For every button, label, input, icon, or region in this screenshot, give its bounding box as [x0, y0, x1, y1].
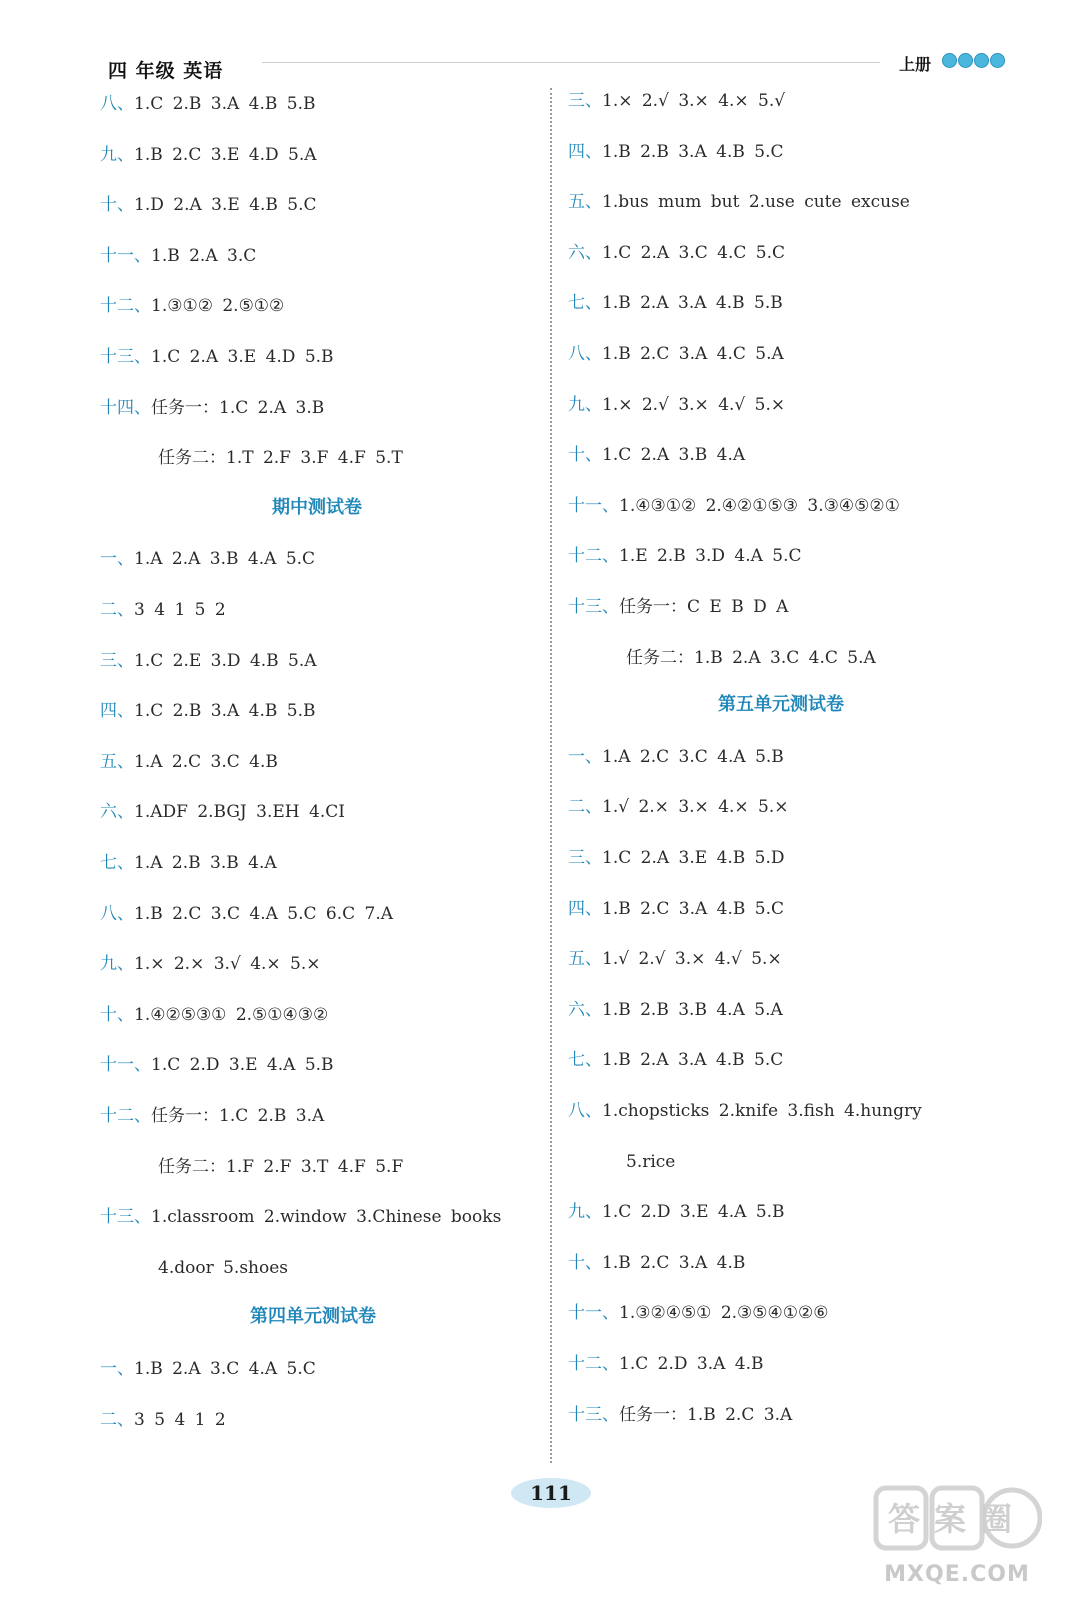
- answer-row: [100, 547, 315, 571]
- question-number: 十二、: [568, 1354, 619, 1374]
- answer-text: 1.B 2.C 3.A 4.C 5.A: [602, 344, 784, 364]
- answer-text: 1.④②⑤③① 2.⑤①④③②: [134, 1004, 329, 1025]
- question-number: 十二、: [100, 296, 151, 317]
- question-number: 八、: [100, 94, 134, 114]
- answer-text: 1.B 2.C 3.A 4.B: [602, 1252, 746, 1273]
- question-number: 九、: [100, 954, 134, 975]
- answer-row: [100, 396, 324, 420]
- answer-row: [100, 851, 277, 875]
- column-divider: [550, 88, 552, 1463]
- answer-text: 1.B 2.B 3.A 4.B 5.C: [602, 141, 784, 162]
- question-number: 十一、: [568, 1303, 619, 1324]
- section-title: 期中测试卷: [272, 496, 362, 518]
- answer-row: [568, 544, 802, 568]
- question-number: 六、: [100, 802, 134, 823]
- answer-text: 任务一：1.B 2.C 3.A: [619, 1404, 793, 1425]
- answer-text: 1.× 2.× 3.√ 4.× 5.×: [134, 954, 321, 975]
- question-number: 十、: [568, 445, 602, 466]
- header-rule: [262, 62, 880, 63]
- question-number: 十一、: [100, 245, 151, 266]
- answer-text: 1.B 2.C 3.C 4.A 5.C 6.C 7.A: [134, 903, 394, 924]
- answer-text: 1.A 2.C 3.C 4.A 5.B: [602, 746, 784, 767]
- answer-row: [568, 947, 782, 971]
- answer-text: 1.B 2.B 3.B 4.A 5.A: [602, 999, 783, 1020]
- answer-text: 1.C 2.E 3.D 4.B 5.A: [134, 650, 317, 671]
- question-number: 九、: [568, 1202, 602, 1223]
- question-number: 五、: [100, 751, 134, 772]
- answer-text: 1.chopsticks 2.knife 3.fish 4.hungry: [602, 1101, 922, 1121]
- answer-row: [100, 952, 321, 976]
- answer-text: 1.B 2.A 3.C 4.A 5.C: [134, 1359, 316, 1379]
- answer-row: [158, 1256, 288, 1280]
- answer-text: 1.③①② 2.⑤①②: [151, 296, 285, 317]
- answer-row: [568, 89, 785, 113]
- answer-row: [568, 595, 788, 619]
- question-number: 一、: [100, 1359, 134, 1379]
- question-number: 十三、: [568, 1404, 619, 1425]
- question-number: 十一、: [100, 1055, 151, 1076]
- answer-text: 1.A 2.C 3.C 4.B: [134, 751, 278, 772]
- answer-text: 任务二：1.B 2.A 3.C 4.C 5.A: [626, 647, 876, 668]
- answer-text: 1.③②④⑤① 2.③⑤④①②⑥: [619, 1303, 829, 1324]
- question-number: 四、: [568, 898, 602, 919]
- answer-text: 1.bus mum but 2.use cute excuse: [602, 192, 910, 213]
- question-number: 三、: [568, 848, 602, 868]
- answer-row: [568, 846, 785, 870]
- answer-text: 1.ADF 2.BGJ 3.EH 4.CI: [134, 802, 345, 823]
- answer-text: 任务一：C E B D A: [619, 597, 789, 617]
- answer-text: 1.C 2.A 3.C 4.C 5.C: [602, 242, 786, 263]
- watermark-logo-icon: [872, 1480, 1042, 1560]
- question-number: 十、: [100, 195, 134, 216]
- question-number: 五、: [568, 949, 602, 970]
- answer-row: [568, 1099, 922, 1123]
- answer-text: 1.C 2.D 3.E 4.A 5.B: [151, 1055, 334, 1076]
- answer-text: 1.C 2.B 3.A 4.B 5.B: [134, 94, 316, 114]
- question-number: 九、: [100, 144, 134, 165]
- question-number: 八、: [100, 903, 134, 924]
- answer-text: 1.E 2.B 3.D 4.A 5.C: [619, 546, 802, 567]
- question-number: 二、: [100, 1409, 134, 1430]
- answer-text: 任务一：1.C 2.A 3.B: [151, 397, 325, 418]
- question-number: 四、: [100, 701, 134, 722]
- answer-text: 任务二：1.F 2.F 3.T 4.F 5.F: [158, 1156, 404, 1177]
- question-number: 十二、: [100, 1106, 151, 1126]
- question-number: 十、: [100, 1004, 134, 1025]
- answer-row: [100, 1003, 328, 1027]
- answer-text: 3 4 1 5 2: [134, 600, 226, 620]
- question-number: 十三、: [100, 347, 151, 367]
- answer-row: [100, 143, 317, 167]
- answer-row: [568, 1403, 792, 1427]
- answer-text: 1.A 2.B 3.B 4.A: [134, 853, 277, 873]
- answer-row: [158, 1155, 403, 1179]
- question-number: 十二、: [568, 546, 619, 567]
- answer-text: 1.B 2.C 3.E 4.D 5.A: [134, 144, 317, 165]
- question-number: 十、: [568, 1252, 602, 1273]
- question-number: 六、: [568, 242, 602, 263]
- answer-text: 3 5 4 1 2: [134, 1409, 226, 1430]
- answer-row: [568, 1301, 829, 1325]
- answer-text: 1.C 2.A 3.E 4.D 5.B: [151, 347, 334, 367]
- answer-text: 1.C 2.A 3.E 4.B 5.D: [602, 848, 785, 868]
- question-number: 十三、: [100, 1207, 151, 1228]
- answer-row: [568, 494, 900, 518]
- answer-text: 4.door 5.shoes: [158, 1257, 289, 1278]
- question-number: 九、: [568, 394, 602, 415]
- answer-row: [100, 1205, 501, 1229]
- answer-text: 1.④③①② 2.④②①⑤③ 3.③④⑤②①: [619, 495, 900, 516]
- answer-text: 1.B 2.A 3.C: [151, 245, 257, 266]
- answer-row: [100, 649, 317, 673]
- watermark-text: MXQE.COM: [884, 1562, 1030, 1587]
- answer-row: [100, 345, 334, 369]
- answer-row: [568, 1352, 764, 1376]
- answer-row: [158, 446, 403, 470]
- answer-row: [100, 1408, 226, 1432]
- answer-row: [568, 795, 789, 819]
- answer-row: [100, 1357, 316, 1381]
- answer-row: [568, 897, 784, 921]
- answer-row: [568, 1251, 745, 1275]
- answer-row: [100, 1053, 334, 1077]
- question-number: 一、: [568, 746, 602, 767]
- question-number: 十一、: [568, 495, 619, 516]
- answer-text: 1.B 2.A 3.A 4.B 5.B: [602, 293, 783, 314]
- answer-text: 1.C 2.D 3.E 4.A 5.B: [602, 1202, 785, 1223]
- answer-row: [100, 750, 278, 774]
- question-number: 二、: [568, 797, 602, 818]
- watermark: [872, 1480, 1042, 1590]
- answer-row: [100, 800, 345, 824]
- answer-text: 5.rice: [626, 1151, 676, 1172]
- answer-text: 1.B 2.A 3.A 4.B 5.C: [602, 1050, 784, 1071]
- volume-label: 上册: [899, 55, 932, 74]
- answer-row: [100, 244, 256, 268]
- answer-row: [568, 998, 783, 1022]
- question-number: 四、: [568, 141, 602, 162]
- section-title: 第五单元测试卷: [718, 694, 844, 716]
- answer-row: [100, 598, 226, 622]
- question-number: 七、: [568, 293, 602, 314]
- section-title: 第四单元测试卷: [250, 1306, 376, 1328]
- question-number: 三、: [100, 650, 134, 671]
- answer-text: 1.√ 2.√ 3.× 4.√ 5.×: [602, 949, 782, 970]
- answer-row: [568, 190, 910, 214]
- answer-row: [100, 294, 284, 318]
- question-number: 八、: [568, 344, 602, 364]
- answer-text: 1.C 2.D 3.A 4.B: [619, 1354, 764, 1374]
- brand-logo-icon: [942, 53, 1005, 68]
- answer-row: [568, 745, 784, 769]
- grade-subject: 四 年级 英语: [108, 60, 224, 82]
- question-number: 二、: [100, 600, 134, 620]
- answer-row: [568, 342, 784, 366]
- answer-text: 任务二：1.T 2.F 3.F 4.F 5.T: [158, 448, 403, 469]
- answer-text: 1.√ 2.× 3.× 4.× 5.×: [602, 797, 789, 818]
- answer-text: 1.D 2.A 3.E 4.B 5.C: [134, 195, 317, 216]
- question-number: 十四、: [100, 397, 151, 418]
- answer-row: [626, 1150, 675, 1174]
- answer-row: [100, 92, 315, 116]
- answer-text: 1.B 2.C 3.A 4.B 5.C: [602, 898, 784, 919]
- answer-row: [100, 1104, 324, 1128]
- answer-row: [568, 241, 785, 265]
- question-number: 八、: [568, 1101, 602, 1121]
- question-number: 七、: [568, 1050, 602, 1071]
- question-number: 六、: [568, 999, 602, 1020]
- answer-row: [568, 291, 783, 315]
- answer-text: 任务一：1.C 2.B 3.A: [151, 1106, 325, 1126]
- question-number: 一、: [100, 549, 134, 570]
- answer-text: 1.classroom 2.window 3.Chinese books: [151, 1207, 502, 1228]
- answer-text: 1.C 2.B 3.A 4.B 5.B: [134, 701, 316, 722]
- answer-text: 1.× 2.√ 3.× 4.√ 5.×: [602, 394, 786, 415]
- answer-text: 1.A 2.A 3.B 4.A 5.C: [134, 549, 316, 570]
- answer-row: [568, 443, 745, 467]
- answer-row: [100, 902, 393, 926]
- answer-text: 1.× 2.√ 3.× 4.× 5.√: [602, 91, 786, 111]
- question-number: 七、: [100, 853, 134, 873]
- question-number: 十三、: [568, 597, 619, 617]
- answer-row: [100, 699, 315, 723]
- watermark-chars: 答案圈: [887, 1500, 1027, 1538]
- question-number: 三、: [568, 91, 602, 111]
- page-number: 111: [511, 1478, 591, 1508]
- answer-text: 1.C 2.A 3.B 4.A: [602, 445, 746, 466]
- answer-row: [568, 393, 785, 417]
- answer-row: [626, 646, 876, 670]
- page-header: [0, 0, 1066, 90]
- answer-row: [568, 1048, 783, 1072]
- answer-row: [100, 193, 317, 217]
- answer-row: [568, 1200, 785, 1224]
- answer-row: [568, 140, 783, 164]
- question-number: 五、: [568, 192, 602, 213]
